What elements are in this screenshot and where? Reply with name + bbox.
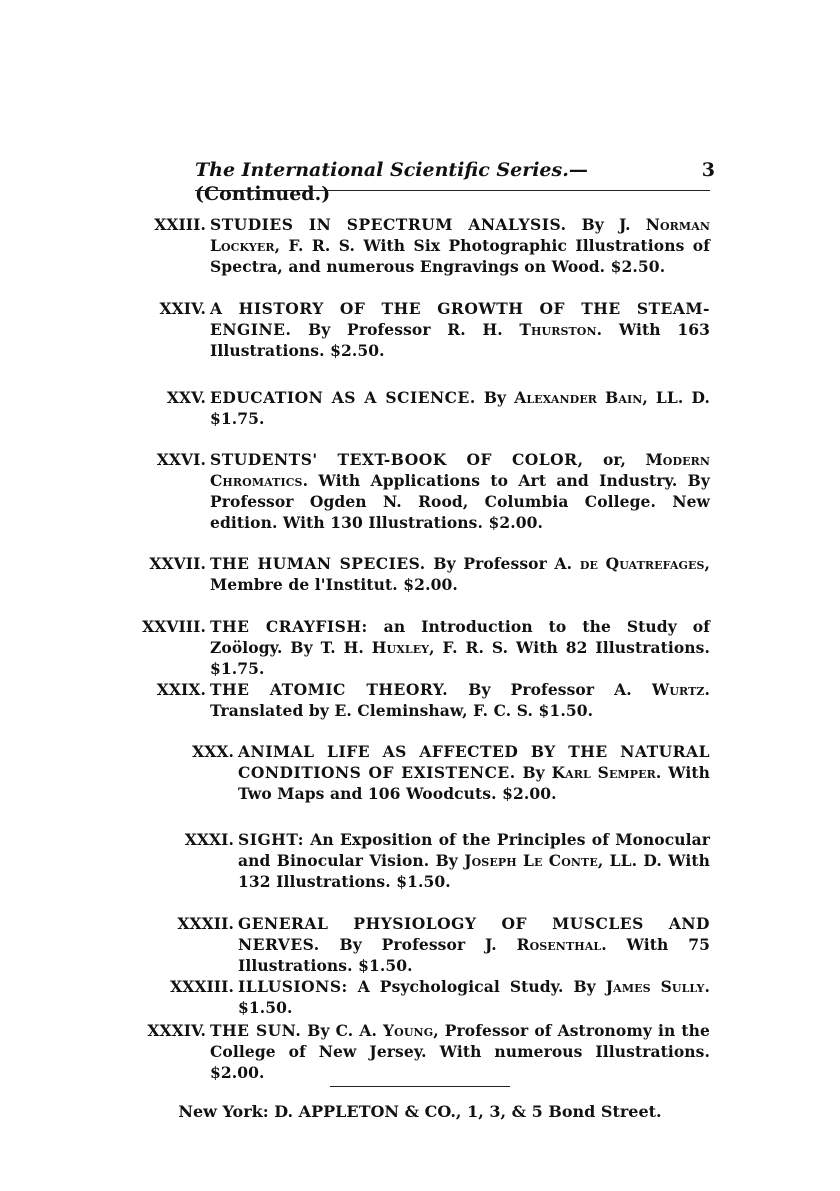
- entry-price: $2.00.: [502, 784, 557, 803]
- entry-title: GENERAL PHYSIOLOGY OF MUSCLES AND NERVES.: [238, 914, 710, 954]
- entry-author: de Quatrefages: [579, 554, 705, 573]
- entry-price: $2.00.: [210, 1063, 265, 1082]
- entry-details: , F. R. S. With Six Photographic Illustrations of Spectra, and numerous Engravings on Wood.: [210, 236, 710, 276]
- entry-byline: By J.: [581, 215, 631, 234]
- entry-details: . With 163 Illustrations.: [210, 320, 711, 360]
- entry-author: Wurtz: [651, 680, 705, 699]
- entry-details: , F. R. S. With 82 Illustrations.: [429, 638, 710, 657]
- header-rule: [195, 190, 710, 191]
- entry-numeral: XXXIII.: [170, 977, 234, 996]
- entry-title: STUDIES IN SPECTRUM ANALYSIS.: [210, 215, 567, 234]
- continued-label: —(Continued.): [195, 159, 588, 205]
- entry-price: $2.50.: [610, 257, 666, 276]
- entry-author: Young: [383, 1021, 434, 1040]
- entry-title: SIGHT:: [238, 830, 305, 849]
- entry-author: Modern Chromatics: [210, 450, 711, 490]
- entry-byline: or,: [602, 450, 627, 469]
- entry-byline: A Psychological Study. By: [357, 977, 596, 996]
- entry-author: Joseph Le Conte: [464, 851, 598, 870]
- entry-title: A HISTORY OF THE GROWTH OF THE STEAM-ENGINE.: [210, 299, 710, 339]
- entry-numeral: XXIV.: [159, 299, 206, 318]
- entry-details: . Translated by E. Cleminshaw, F. C. S.: [210, 680, 711, 720]
- entry-details: .: [704, 977, 710, 996]
- entry-author: Thurston: [519, 320, 597, 339]
- entry-numeral: XXIII.: [154, 215, 206, 234]
- entry-numeral: XXVIII.: [142, 617, 206, 636]
- entry-byline: By Professor A.: [468, 680, 632, 699]
- entry-title: THE HUMAN SPECIES.: [210, 554, 426, 573]
- entry-author: Alexander Bain: [514, 388, 643, 407]
- entry-title: STUDENTS' TEXT-BOOK OF COLOR,: [210, 450, 584, 469]
- entry-numeral: XXV.: [166, 388, 206, 407]
- entry-title: ANIMAL LIFE AS AFFECTED BY THE NATURAL CONDITIONS OF EXISTENCE.: [238, 742, 710, 782]
- entry-byline: an Introduction to the Study of Zoölogy. By T. H.: [210, 617, 710, 657]
- entry-byline: By: [522, 763, 545, 782]
- entry-numeral: XXIX.: [156, 680, 206, 699]
- entry-details: , Membre de l'Institut.: [210, 554, 711, 594]
- entry-byline: An Exposition of the Principles of Monocular and Binocular Vision. By: [238, 830, 711, 870]
- entry-numeral: XXX.: [192, 742, 234, 761]
- entry-byline: By Professor R. H.: [308, 320, 503, 339]
- entry-price: $1.50.: [238, 998, 293, 1017]
- entry-title: THE ATOMIC THEORY.: [210, 680, 449, 699]
- running-header: [195, 158, 715, 206]
- entry-details: , LL. D.: [642, 388, 710, 407]
- entry-numeral: XXXI.: [184, 830, 234, 849]
- entry-details: , Professor of Astronomy in the College of New Jersey. With numerous Illustrations.: [210, 1021, 710, 1061]
- entry-price: $1.50.: [396, 872, 451, 891]
- entry-numeral: XXVI.: [156, 450, 206, 469]
- entry-title: EDUCATION AS A SCIENCE.: [210, 388, 476, 407]
- entry-price: $1.50.: [538, 701, 594, 720]
- entry-details: . With 75 Illustrations.: [238, 935, 710, 975]
- entry-price: $1.75.: [210, 659, 265, 678]
- entry-author: Huxley: [371, 638, 430, 657]
- entry-byline: By: [483, 388, 507, 407]
- entry-details: , LL. D. With 132 Illustrations.: [238, 851, 711, 891]
- entry-author: Norman Lockyer: [210, 215, 710, 255]
- entry-author: Rosenthal: [516, 935, 602, 954]
- entry-byline: By C. A.: [307, 1021, 377, 1040]
- entry-price: $2.50.: [330, 341, 385, 360]
- entry-author: Karl Semper: [551, 763, 656, 782]
- entry-title: THE SUN.: [210, 1021, 302, 1040]
- entry-details: . With Applications to Art and Industry. By Professor Ogden N. Rood, Columbia College. New edition. With 130 Illustrations.: [210, 471, 710, 532]
- entry-numeral: XXXII.: [177, 914, 234, 933]
- entry-title: THE CRAYFISH:: [210, 617, 368, 636]
- publisher-imprint: New York: D. APPLETON & CO., 1, 3, & 5 Bond Street.: [178, 1102, 662, 1121]
- entry-title: ILLUSIONS:: [238, 977, 348, 996]
- entry-byline: By Professor J.: [339, 935, 497, 954]
- entry-byline: By Professor A.: [433, 554, 573, 573]
- entry-price: $2.00.: [403, 575, 458, 594]
- entry-details: . With Two Maps and 106 Woodcuts.: [238, 763, 710, 803]
- entry-numeral: XXXIV.: [147, 1021, 206, 1040]
- entry-price: $1.50.: [358, 956, 413, 975]
- series-title: The International Scientific Series.: [195, 159, 569, 181]
- entry-price: $2.00.: [488, 513, 544, 532]
- page-number: 3: [701, 159, 715, 181]
- entry-numeral: XXVII.: [149, 554, 206, 573]
- footer-rule: [330, 1086, 510, 1087]
- entry-price: $1.75.: [210, 409, 265, 428]
- entry-author: James Sully: [605, 977, 705, 996]
